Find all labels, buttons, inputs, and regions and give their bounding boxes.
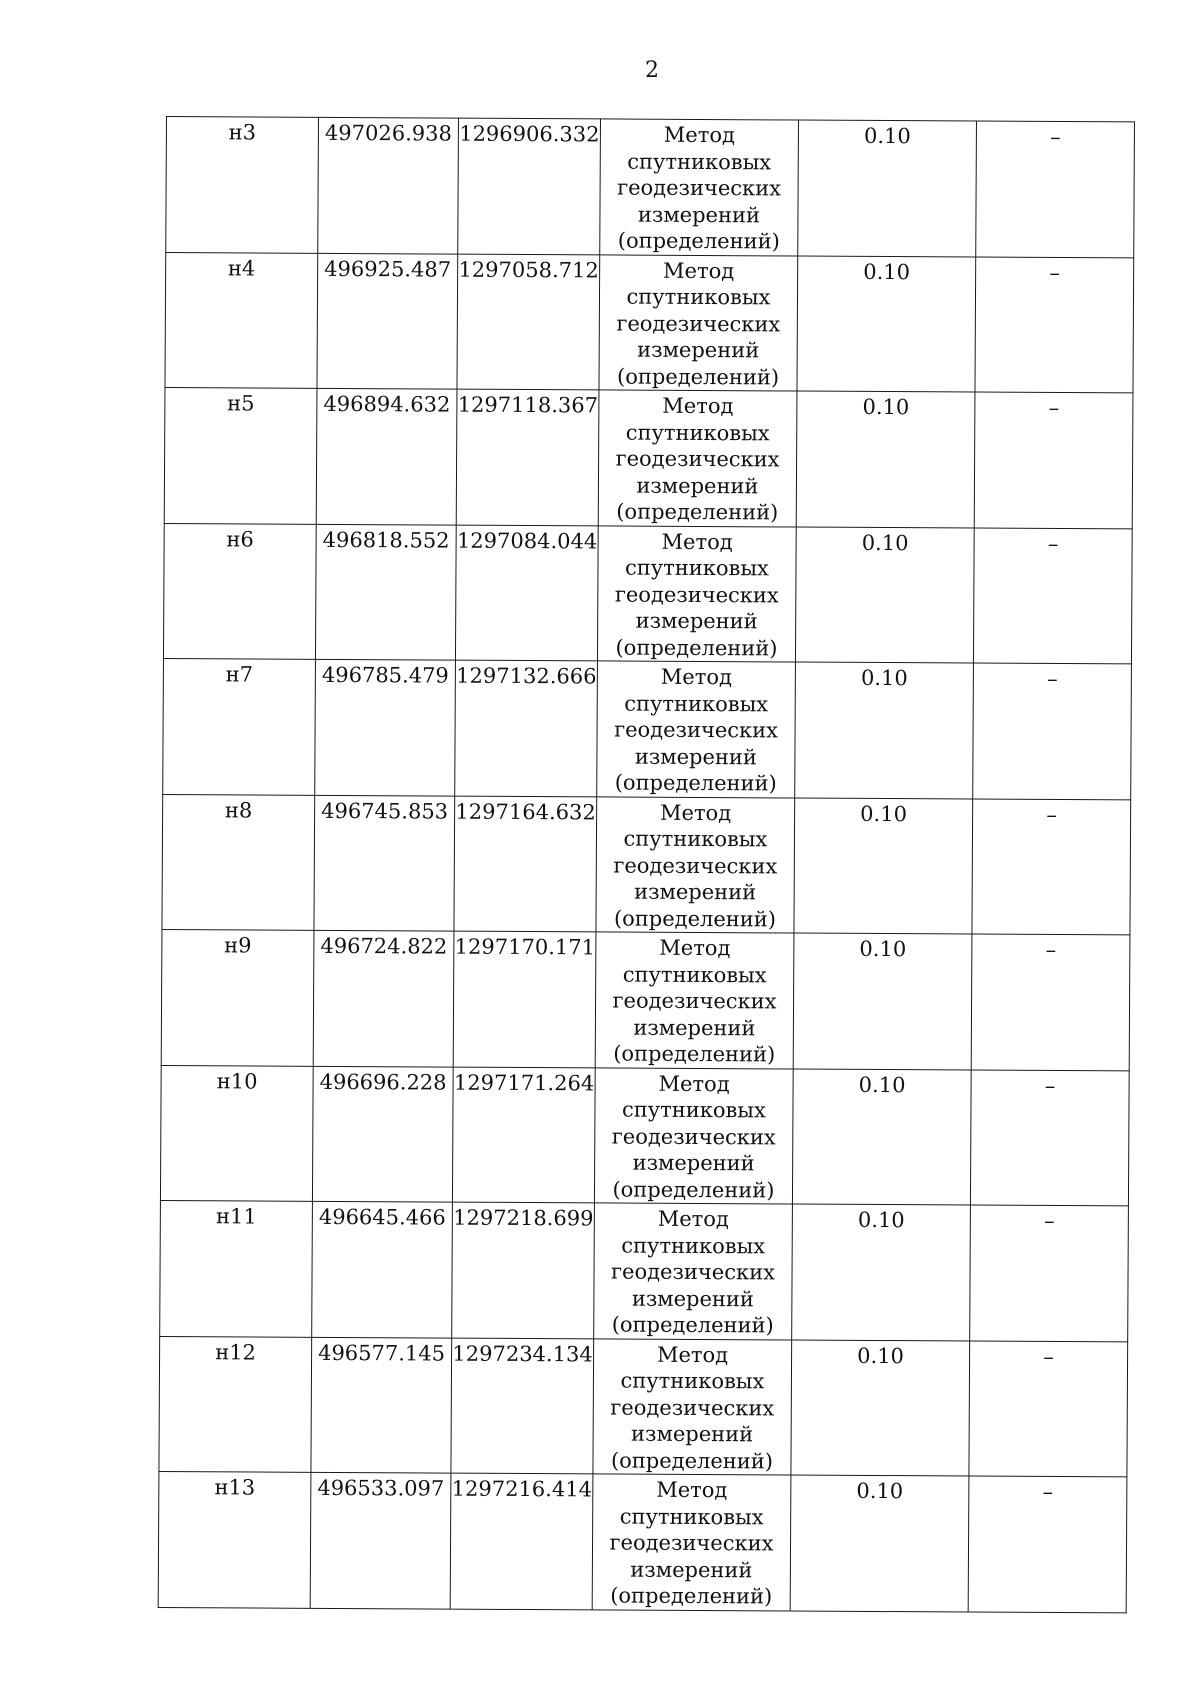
method-text-line: измерений (632, 1150, 755, 1176)
point-name-cell: н4 (165, 252, 318, 388)
coordinates-table (158, 116, 1135, 1613)
method-text-line: (определений) (610, 1448, 774, 1473)
table-row (159, 1336, 1128, 1477)
accuracy-cell: 0.10 (795, 662, 974, 798)
note-cell: – (973, 663, 1132, 799)
note-cell: – (976, 121, 1135, 257)
method-text-line: спутниковых (627, 149, 772, 174)
method-text-line: (определений) (617, 228, 780, 254)
note-cell: – (968, 1476, 1127, 1612)
method-text-line: геодезических (612, 988, 777, 1014)
table-row (160, 1200, 1129, 1341)
method-text-line: измерений (631, 1421, 754, 1447)
x-coordinate-cell: 496724.822 (313, 930, 454, 1066)
method-text-line: (определений) (616, 499, 779, 525)
method-text-line: измерений (633, 1015, 756, 1040)
method-text-line: Метод (662, 393, 734, 419)
point-name-cell: н10 (160, 1065, 313, 1201)
method-text-line: (определений) (611, 1312, 774, 1338)
method-cell (594, 1067, 793, 1204)
method-text-line: геодезических (614, 717, 779, 743)
table-row (164, 387, 1133, 528)
x-coordinate-cell: 496925.487 (317, 253, 458, 389)
note-cell: – (973, 528, 1132, 664)
point-name-cell: н3 (166, 117, 319, 253)
method-cell (593, 1338, 792, 1475)
accuracy-cell: 0.10 (791, 1340, 970, 1476)
point-name-cell: н7 (163, 658, 316, 794)
accuracy-cell: 0.10 (796, 391, 975, 527)
method-cell (599, 254, 798, 391)
table-row (160, 1065, 1129, 1206)
method-text-line: спутниковых (624, 691, 769, 716)
method-text-line: (определений) (614, 770, 777, 796)
x-coordinate-cell: 496696.228 (312, 1066, 453, 1202)
table-row (165, 252, 1134, 393)
method-cell (596, 796, 795, 933)
x-coordinate-cell: 497026.938 (318, 117, 459, 253)
x-coordinate-cell: 496577.145 (311, 1337, 452, 1473)
method-text-line: спутниковых (621, 1233, 766, 1258)
point-name-cell: н6 (163, 523, 316, 659)
table-row (166, 117, 1135, 258)
accuracy-cell: 0.10 (794, 798, 973, 934)
method-text-line: измерений (637, 202, 761, 227)
x-coordinate-cell: 496818.552 (315, 524, 456, 660)
method-cell (592, 1474, 791, 1611)
method-text-line: спутниковых (625, 420, 770, 445)
method-text-line: Метод (661, 529, 733, 554)
method-text-line: геодезических (615, 446, 780, 472)
accuracy-cell: 0.10 (792, 1069, 971, 1205)
method-text-line: (определений) (612, 1177, 775, 1202)
y-coordinate-cell: 1297218.699 (452, 1202, 595, 1338)
table-row (158, 1471, 1127, 1612)
method-cell (597, 661, 796, 798)
method-cell (597, 525, 796, 662)
method-text-line: Метод (659, 935, 731, 961)
note-cell: – (974, 392, 1133, 528)
note-cell: – (971, 934, 1130, 1070)
y-coordinate-cell: 1297118.367 (456, 389, 599, 525)
method-cell (600, 119, 799, 256)
method-text-line: Метод (658, 1071, 730, 1096)
note-cell: – (975, 257, 1134, 393)
method-text-line: геодезических (614, 582, 779, 607)
y-coordinate-cell: 1297170.171 (453, 931, 596, 1067)
method-text-line: измерений (630, 1557, 753, 1582)
method-text-line: геодезических (609, 1530, 774, 1556)
x-coordinate-cell: 496533.097 (310, 1472, 451, 1608)
method-text-line: спутниковых (619, 1504, 764, 1529)
coordinates-table-body (158, 117, 1134, 1613)
method-text-line: (определений) (615, 635, 778, 660)
x-coordinate-cell: 496745.853 (314, 795, 455, 931)
table-row (163, 658, 1132, 799)
method-text-line: спутниковых (622, 962, 767, 987)
method-text-line: геодезических (617, 175, 782, 201)
method-text-line: спутниковых (620, 1368, 765, 1394)
method-text-line: измерений (634, 744, 758, 769)
method-text-line: измерений (636, 473, 759, 498)
method-text-line: Метод (663, 122, 736, 148)
point-name-cell: н9 (161, 929, 314, 1065)
y-coordinate-cell: 1296906.332 (458, 118, 601, 254)
y-coordinate-cell: 1297234.134 (451, 1338, 594, 1474)
accuracy-cell: 0.10 (795, 527, 974, 663)
note-cell: – (970, 1070, 1129, 1206)
method-cell (594, 1203, 793, 1340)
point-name-cell: н12 (159, 1336, 312, 1472)
y-coordinate-cell: 1297084.044 (455, 525, 598, 661)
method-text-line: геодезических (610, 1395, 775, 1420)
y-coordinate-cell: 1297132.666 (455, 660, 598, 796)
method-text-line: геодезических (611, 1259, 776, 1285)
method-cell (595, 932, 794, 1069)
point-name-cell: н13 (158, 1471, 311, 1607)
method-cell (598, 390, 797, 527)
method-text-line: измерений (631, 1286, 755, 1311)
table-row (161, 929, 1130, 1070)
method-text-line: измерений (634, 879, 757, 905)
method-text-line: (определений) (613, 1041, 776, 1067)
accuracy-cell: 0.10 (792, 1204, 971, 1340)
method-text-line: (определений) (610, 1583, 773, 1609)
method-text-line: Метод (663, 258, 735, 283)
method-text-line: Метод (659, 800, 732, 825)
point-name-cell: н5 (164, 387, 317, 523)
method-text-line: Метод (656, 1477, 728, 1503)
x-coordinate-cell: 496645.466 (312, 1201, 453, 1337)
table-row (163, 523, 1132, 664)
method-text-line: (определений) (616, 364, 780, 389)
note-cell: – (972, 799, 1131, 935)
note-cell: – (969, 1341, 1128, 1477)
method-text-line: Метод (657, 1206, 729, 1232)
method-text-line: спутниковых (626, 284, 771, 310)
page-number: 2 (645, 58, 659, 83)
method-text-line: Метод (660, 664, 733, 690)
method-text-line: Метод (656, 1342, 729, 1367)
x-coordinate-cell: 496785.479 (315, 659, 456, 795)
method-text-line: спутниковых (623, 826, 768, 852)
x-coordinate-cell: 496894.632 (316, 388, 457, 524)
accuracy-cell: 0.10 (797, 256, 976, 392)
point-name-cell: н8 (162, 794, 315, 930)
method-text-line: измерений (635, 608, 758, 634)
accuracy-cell: 0.10 (793, 933, 972, 1069)
y-coordinate-cell: 1297216.414 (450, 1473, 593, 1609)
y-coordinate-cell: 1297164.632 (454, 796, 597, 932)
point-name-cell: н11 (160, 1200, 313, 1336)
accuracy-cell: 0.10 (798, 120, 977, 256)
note-cell: – (970, 1205, 1129, 1341)
method-text-line: спутниковых (624, 555, 769, 581)
method-text-line: геодезических (613, 853, 778, 878)
y-coordinate-cell: 1297171.264 (452, 1067, 595, 1203)
y-coordinate-cell: 1297058.712 (457, 254, 600, 390)
method-text-line: (определений) (613, 906, 777, 931)
method-text-line: измерений (637, 337, 760, 363)
table-row (162, 794, 1131, 935)
method-text-line: спутниковых (621, 1097, 766, 1123)
method-text-line: геодезических (616, 311, 781, 336)
accuracy-cell: 0.10 (790, 1475, 969, 1611)
method-text-line: геодезических (611, 1124, 776, 1149)
